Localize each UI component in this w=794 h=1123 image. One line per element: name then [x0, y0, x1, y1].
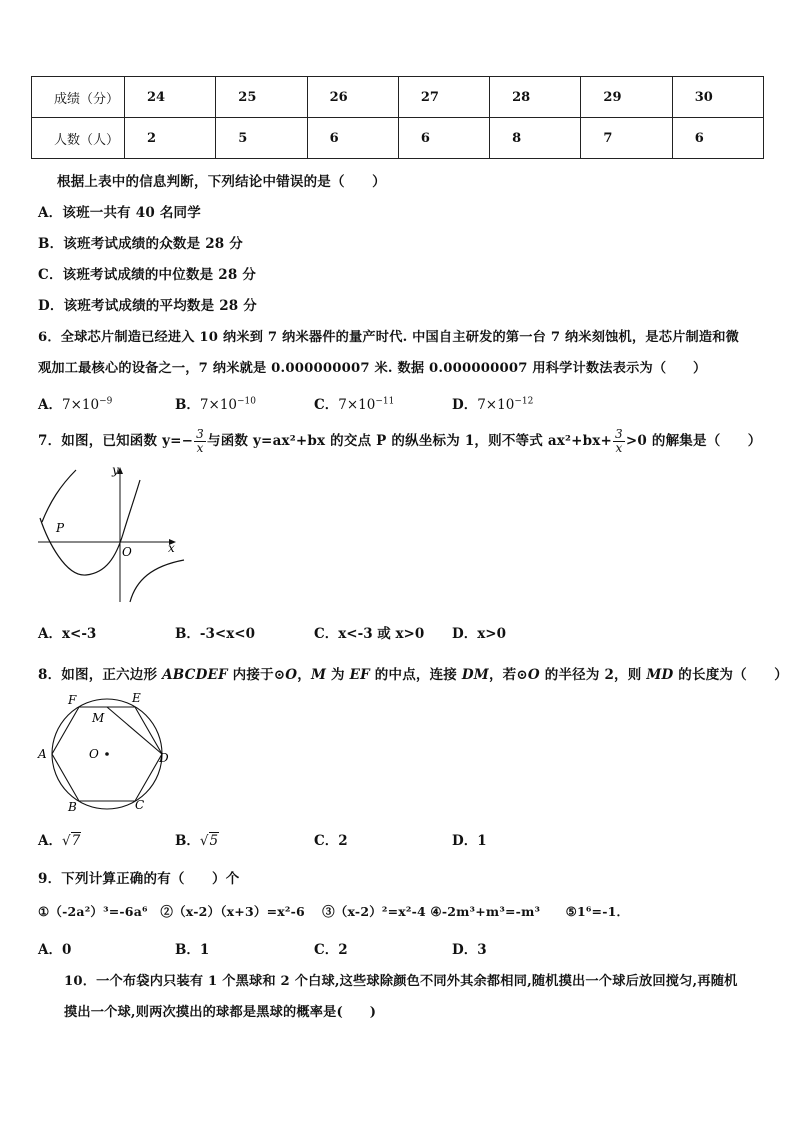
table-cell: 25 — [216, 77, 307, 118]
q5-option-b: B．该班考试成绩的众数是 28 分 — [38, 236, 243, 252]
score-table — [31, 76, 764, 159]
label-b: B — [68, 800, 77, 814]
table-cell: 6 — [672, 118, 763, 159]
table-row — [32, 118, 764, 159]
label-m: M — [92, 711, 105, 725]
q5-stem: 根据上表中的信息判断，下列结论中错误的是（ ） — [57, 174, 386, 190]
table-cell: 28 — [490, 77, 581, 118]
hyperbola-right-branch — [130, 560, 184, 602]
table-cell: 7 — [581, 118, 672, 159]
q10-line1: 10．一个布袋内只装有 1 个黑球和 2 个白球,这些球除颜色不同外其余都相同,随机摸出一个球后放回搅匀,再随机 — [64, 974, 738, 989]
q6-line1: 6．全球芯片制造已经进入 10 纳米到 7 纳米器件的量产时代. 中国自主研发的第一台 7 纳米刻蚀机，是芯片制造和微 — [38, 330, 740, 345]
table-cell: 30 — [672, 77, 763, 118]
y-axis-label: y — [112, 463, 119, 477]
fraction: $\frac{3}{x}$ — [615, 427, 623, 455]
x-axis-label: x — [168, 541, 175, 555]
q7-option-d: D．x>0 — [452, 626, 506, 642]
table-cell: 6 — [398, 118, 489, 159]
q7-option-a: A．x<-3 — [38, 626, 97, 642]
q8-option-a: A．√7 — [38, 833, 81, 849]
q10-line2: 摸出一个球,则两次摸出的球都是黑球的概率是( ) — [64, 1005, 377, 1020]
parabola-curve — [40, 480, 140, 575]
q9-option-c: C．2 — [314, 942, 348, 958]
q8-option-c: C．2 — [314, 833, 348, 849]
hyperbola-left-branch — [42, 470, 76, 522]
point-p-label: P — [56, 521, 65, 535]
q9-option-b: B．1 — [175, 942, 210, 958]
q9-option-d: D．3 — [452, 942, 487, 958]
origin-label: O — [122, 545, 132, 559]
table-cell: 24 — [125, 77, 216, 118]
label-o: O — [89, 747, 99, 761]
table-header-count: 人数（人） — [32, 118, 125, 159]
q6-option-b: B．$7\times 10^{-10}$ — [175, 396, 257, 413]
q6-option-a: A．$7\times 10^{-9}$ — [38, 396, 113, 413]
q7-option-b: B．-3<x<0 — [175, 626, 255, 642]
q8-hexagon-figure — [34, 690, 184, 814]
q8-option-b: B．√5 — [175, 833, 219, 849]
table-cell: 27 — [398, 77, 489, 118]
q5-option-a: A．该班一共有 40 名同学 — [38, 205, 201, 221]
q7-option-c: C．x<-3 或 x>0 — [314, 626, 425, 642]
table-cell: 26 — [307, 77, 398, 118]
label-a: A — [38, 747, 47, 761]
q9-stem: 9．下列计算正确的有（ ）个 — [38, 871, 240, 887]
table-row — [32, 77, 764, 118]
q7-stem: 7．如图，已知函数 y=− $\frac{3}{x}$ 与函数 y=ax²+bx 的交点 P 的纵坐标为 1，则不等式 ax²+bx+ $\frac{3}{x}$ >0 的解集是（ ） — [38, 427, 762, 455]
q8-stem: 8．如图，正六边形 ABCDEF 内接于⊙O，M 为 EF 的中点，连接 DM，若⊙O 的半径为 2，则 MD 的长度为（ ） — [38, 667, 788, 683]
q6-option-d: D．$7\times 10^{-12}$ — [452, 396, 534, 413]
label-f: F — [68, 693, 77, 707]
label-e: E — [132, 691, 141, 705]
segment-md — [107, 707, 162, 754]
table-cell: 2 — [125, 118, 216, 159]
label-d: D — [159, 751, 169, 765]
table-cell: 29 — [581, 77, 672, 118]
label-c: C — [135, 798, 145, 812]
fraction: $\frac{3}{x}$ — [196, 427, 205, 455]
q6-line2: 观加工最核心的设备之一，7 纳米就是 0.000000007 米. 数据 0.000000007 用科学计数法表示为（ ） — [38, 361, 707, 376]
q5-option-c: C．该班考试成绩的中位数是 28 分 — [38, 267, 257, 283]
q9-option-a: A．0 — [38, 942, 72, 958]
q6-option-c: C．$7\times 10^{-11}$ — [314, 396, 395, 413]
center-point — [105, 752, 109, 756]
table-header-score: 成绩（分） — [32, 77, 125, 118]
table-cell: 6 — [307, 118, 398, 159]
q8-option-d: D．1 — [452, 833, 487, 849]
table-cell: 5 — [216, 118, 307, 159]
q7-function-graph — [36, 462, 186, 604]
table-cell: 8 — [490, 118, 581, 159]
q5-option-d: D．该班考试成绩的平均数是 28 分 — [38, 298, 257, 314]
q9-items: ①（-2a²）³=-6a⁶ ②（x-2）（x+3）=x²-6 ③（x-2）²=x²-4 ④-2m³+m³=-m³ ⑤1⁶=-1． — [38, 904, 630, 919]
